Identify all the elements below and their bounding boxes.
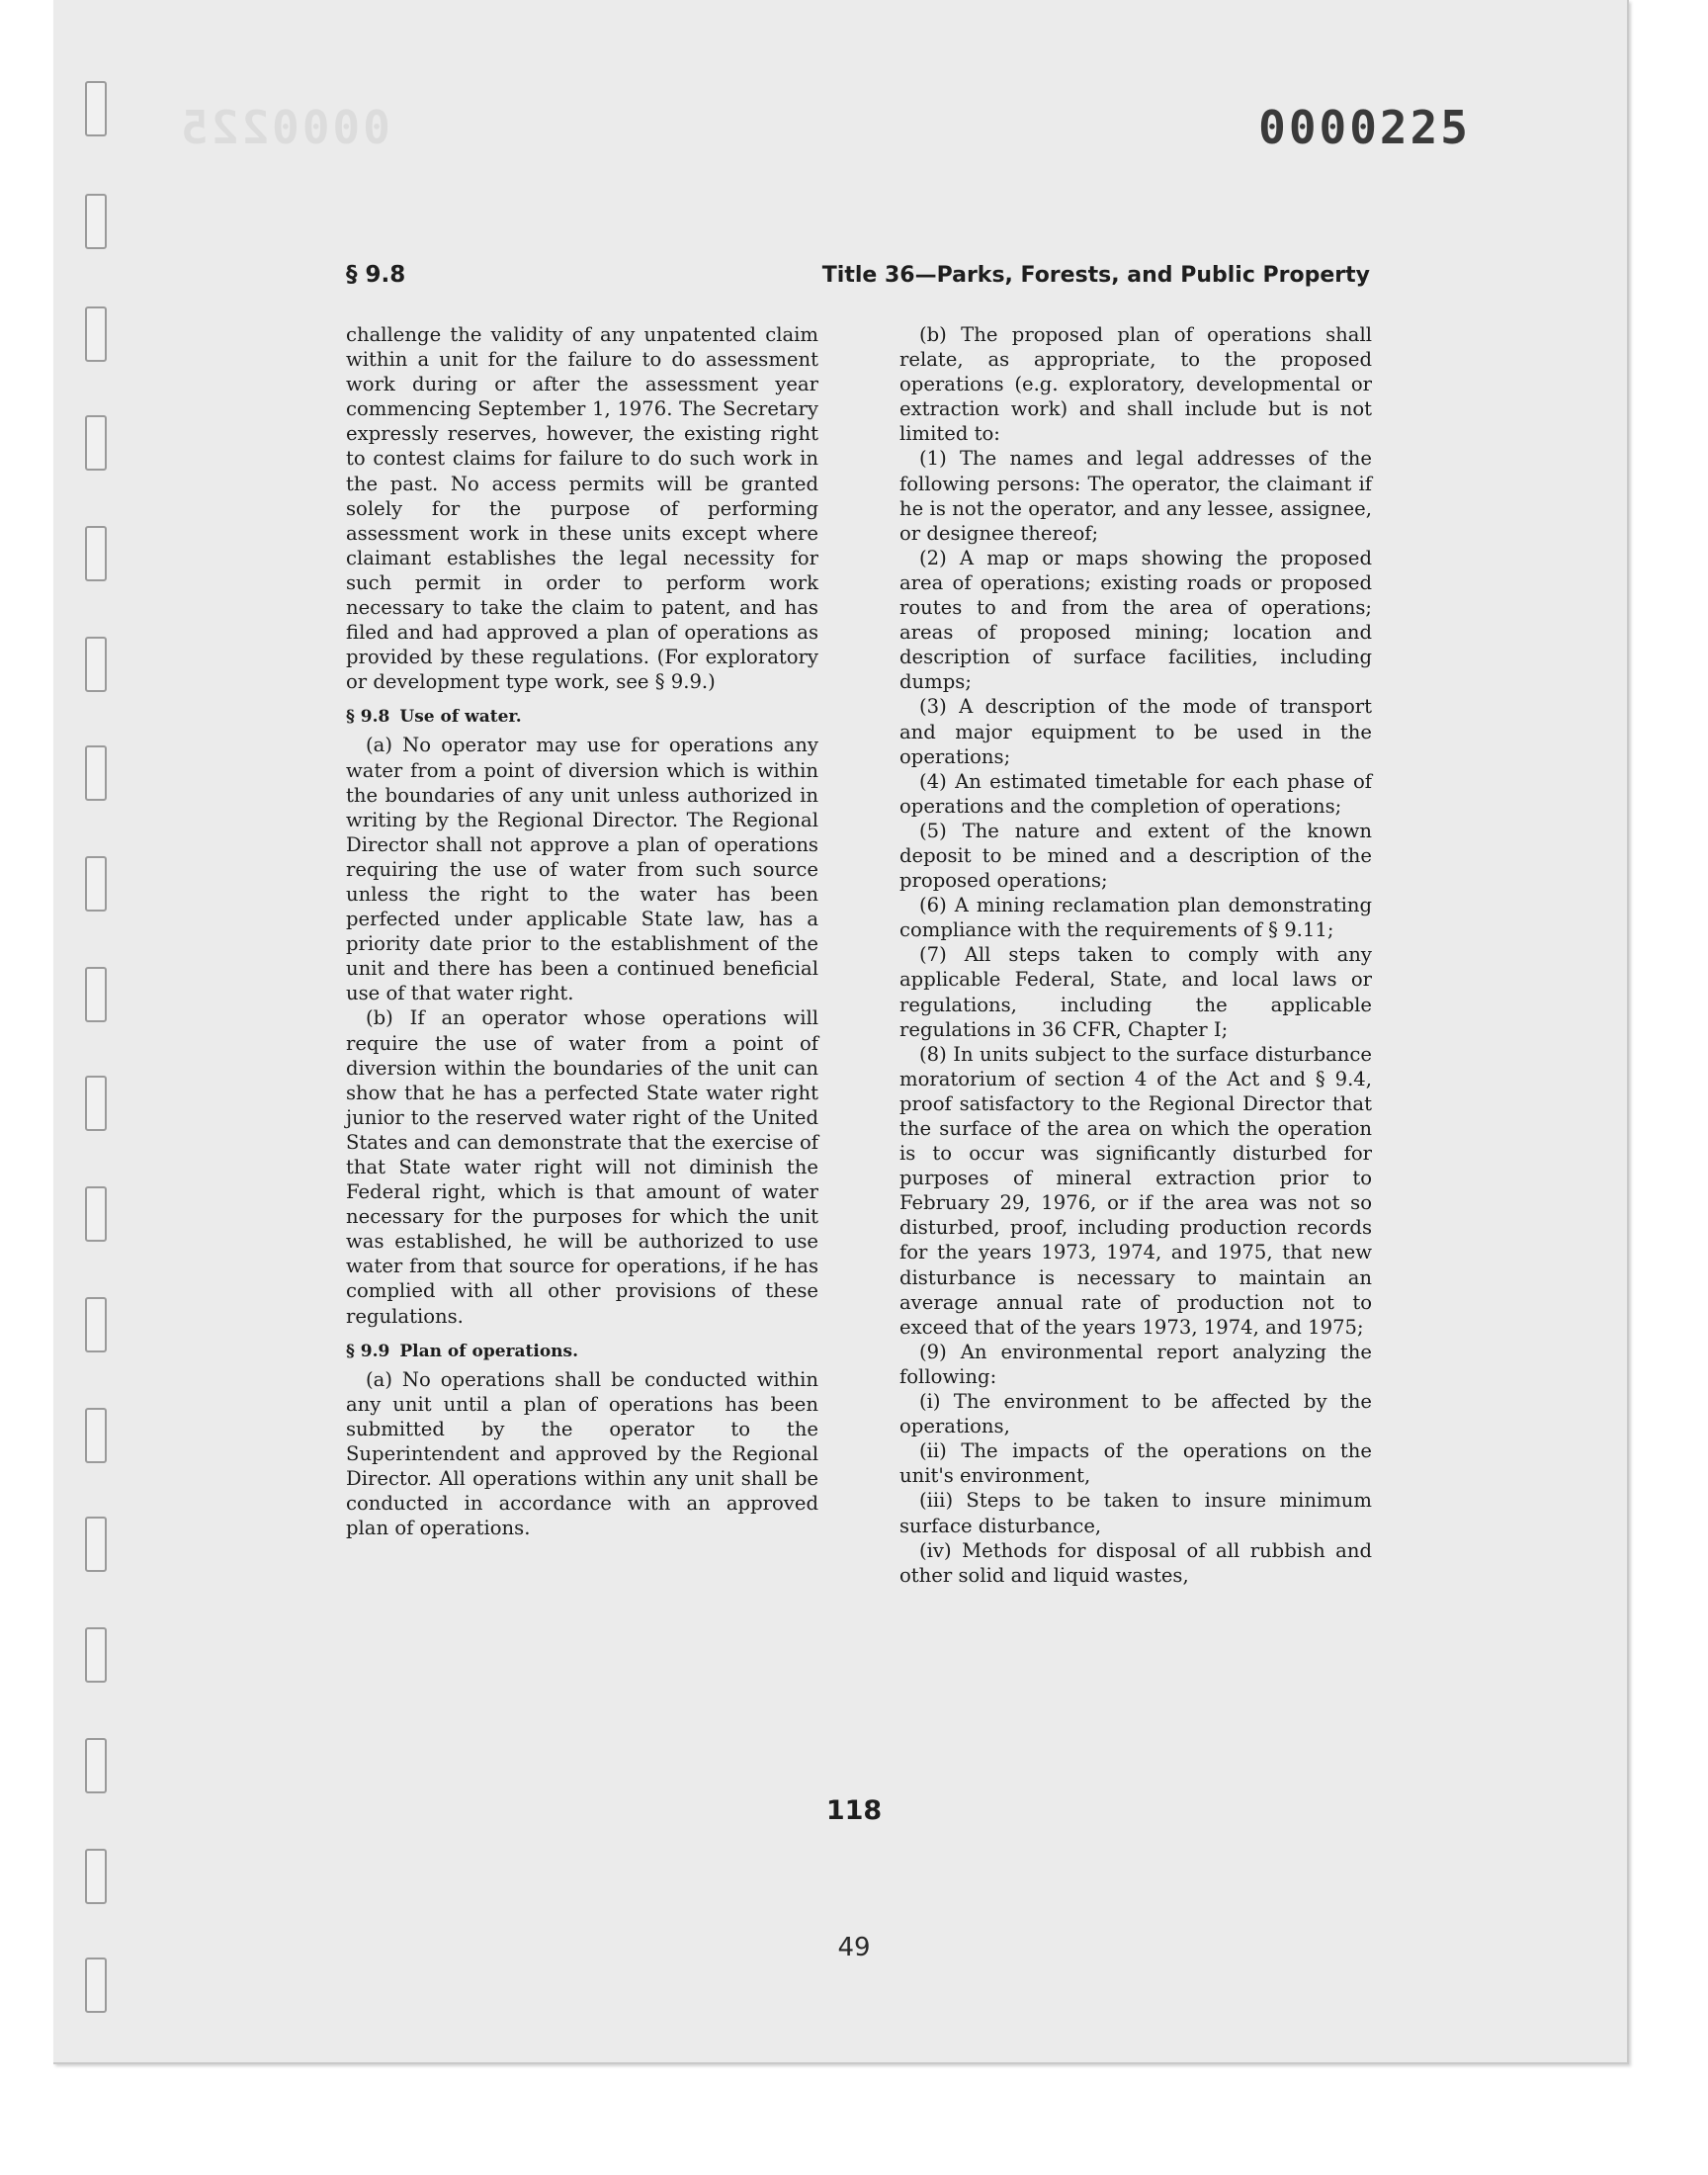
binder-hole (85, 194, 107, 249)
paragraph: (a) No operations shall be conducted within any unit until a plan of operations has been submitted by the operator to the Superintendent and approved by the Regional Director. All operations within any unit shall be conducted in accordance with an approved plan of operations. (346, 1367, 818, 1540)
paragraph: (i) The environment to be affected by the operations, (899, 1390, 1372, 1438)
binder-hole (85, 637, 107, 692)
paragraph: (2) A map or maps showing the proposed area of operations; existing roads or proposed routes to and from the area of operations; areas of proposed mining; location and description of surface facilities, including dumps; (899, 546, 1372, 694)
binder-hole (85, 1517, 107, 1572)
binder-hole (85, 1958, 107, 2013)
paragraph: (1) The names and legal addresses of the following persons: The operator, the claimant if he is not the operator, and any lessee, assignee, or designee thereof; (899, 447, 1372, 545)
scanned-page (53, 0, 1629, 2064)
running-head-section: § 9.8 (346, 262, 406, 288)
page-number: 118 (825, 1795, 883, 1826)
binder-hole (85, 1186, 107, 1242)
right-column (899, 322, 1372, 1588)
paragraph: (iii) Steps to be taken to insure minimum surface disturbance, (899, 1489, 1372, 1537)
binder-hole (85, 1408, 107, 1463)
binder-hole (85, 526, 107, 581)
continued-paragraph: challenge the validity of any unpatented claim within a unit for the failure to do assessment work during or after the assessment year commencing September 1, 1976. The Secretary expressly reserves, however, the existing right to contest claims for failure to do such work in the past. No access permits will be granted solely for the purpose of performing assessment work in these units except where claimant establishes the legal necessity for such permit in order to perform work necessary to take the claim to patent, and has filed and had approved a plan of operations as provided by these regulations. (For exploratory or development type work, see § 9.9.) (346, 323, 818, 694)
section-number: § 9.9 (346, 1341, 390, 1361)
paragraph: (5) The nature and extent of the known deposit to be mined and a description of the proposed operations; (899, 819, 1372, 893)
bleed-through-stamp: 0000225 (178, 101, 390, 154)
paragraph: (3) A description of the mode of transport and major equipment to be used in the operations; (899, 695, 1372, 768)
document-stamp-number: 0000225 (1258, 101, 1471, 154)
binder-hole (85, 967, 107, 1022)
binder-hole (85, 1738, 107, 1793)
left-column (346, 322, 818, 1540)
paragraph: (4) An estimated timetable for each phase of operations and the completion of operations; (899, 769, 1372, 818)
paragraph: (b) The proposed plan of operations shall relate, as appropriate, to the proposed operations (e.g. exploratory, developmental or extraction work) and shall include but is not limited to: (899, 323, 1372, 446)
binder-hole (85, 81, 107, 136)
binder-hole (85, 745, 107, 801)
section-title: Use of water. (399, 707, 522, 728)
binder-hole (85, 1849, 107, 1904)
running-head-title: Title 36—Parks, Forests, and Public Property (821, 263, 1370, 288)
paragraph: (a) No operator may use for operations any water from a point of diversion which is within the boundaries of any unit unless authorized in writing by the Regional Director. The Regional Director shall not approve a plan of operations requiring the use of water from such source unless the right to the water has been perfected under applicable State law, has a priority date prior to the establishment of the unit and there has been a continued beneficial use of that water right. (346, 734, 818, 1005)
paragraph: (ii) The impacts of the operations on the unit's environment, (899, 1439, 1372, 1488)
paragraph: (iv) Methods for disposal of all rubbish and other solid and liquid wastes, (899, 1538, 1372, 1587)
paragraph: (6) A mining reclamation plan demonstrating compliance with the requirements of § 9.11; (899, 894, 1372, 942)
section-number: § 9.8 (346, 707, 390, 728)
running-head (346, 262, 1370, 296)
binder-hole (85, 306, 107, 362)
section-heading-9-8 (346, 706, 818, 728)
paragraph: (7) All steps taken to comply with any applicable Federal, State, and local laws or regulations, including the applicable regulations in 36 CFR, Chapter I; (899, 943, 1372, 1041)
paragraph: (9) An environmental report analyzing the following: (899, 1340, 1372, 1388)
section-heading-9-9 (346, 1341, 818, 1362)
binder-hole (85, 856, 107, 912)
section-title: Plan of operations. (399, 1341, 579, 1361)
binder-hole (85, 1627, 107, 1683)
paragraph: (8) In units subject to the surface disturbance moratorium of section 4 of the Act and § 9.4, proof satisfactory to the Regional Director that the surface of the area on which the operation is to occur was significantly disturbed for purposes of mineral extraction prior to February 29, 1976, or if the area was not so disturbed, proof, including production records for the years 1973, 1974, and 1975, that new disturbance is necessary to maintain an average annual rate of production not to exceed that of the years 1973, 1974, and 1975; (899, 1042, 1372, 1339)
binder-hole (85, 415, 107, 471)
paragraph: (b) If an operator whose operations will require the use of water from a point of diversion within the boundaries of the unit can show that he has a perfected State water right junior to the reserved water right of the United States and can demonstrate that the exercise of that State water right will not diminish the Federal right, which is that amount of water necessary for the purposes for which the unit was established, he will be authorized to use water from that source for operations, if he has complied with all other provisions of these regulations. (346, 1006, 818, 1328)
archive-page-number: 49 (837, 1933, 871, 1962)
binder-hole (85, 1076, 107, 1131)
binder-hole (85, 1297, 107, 1352)
